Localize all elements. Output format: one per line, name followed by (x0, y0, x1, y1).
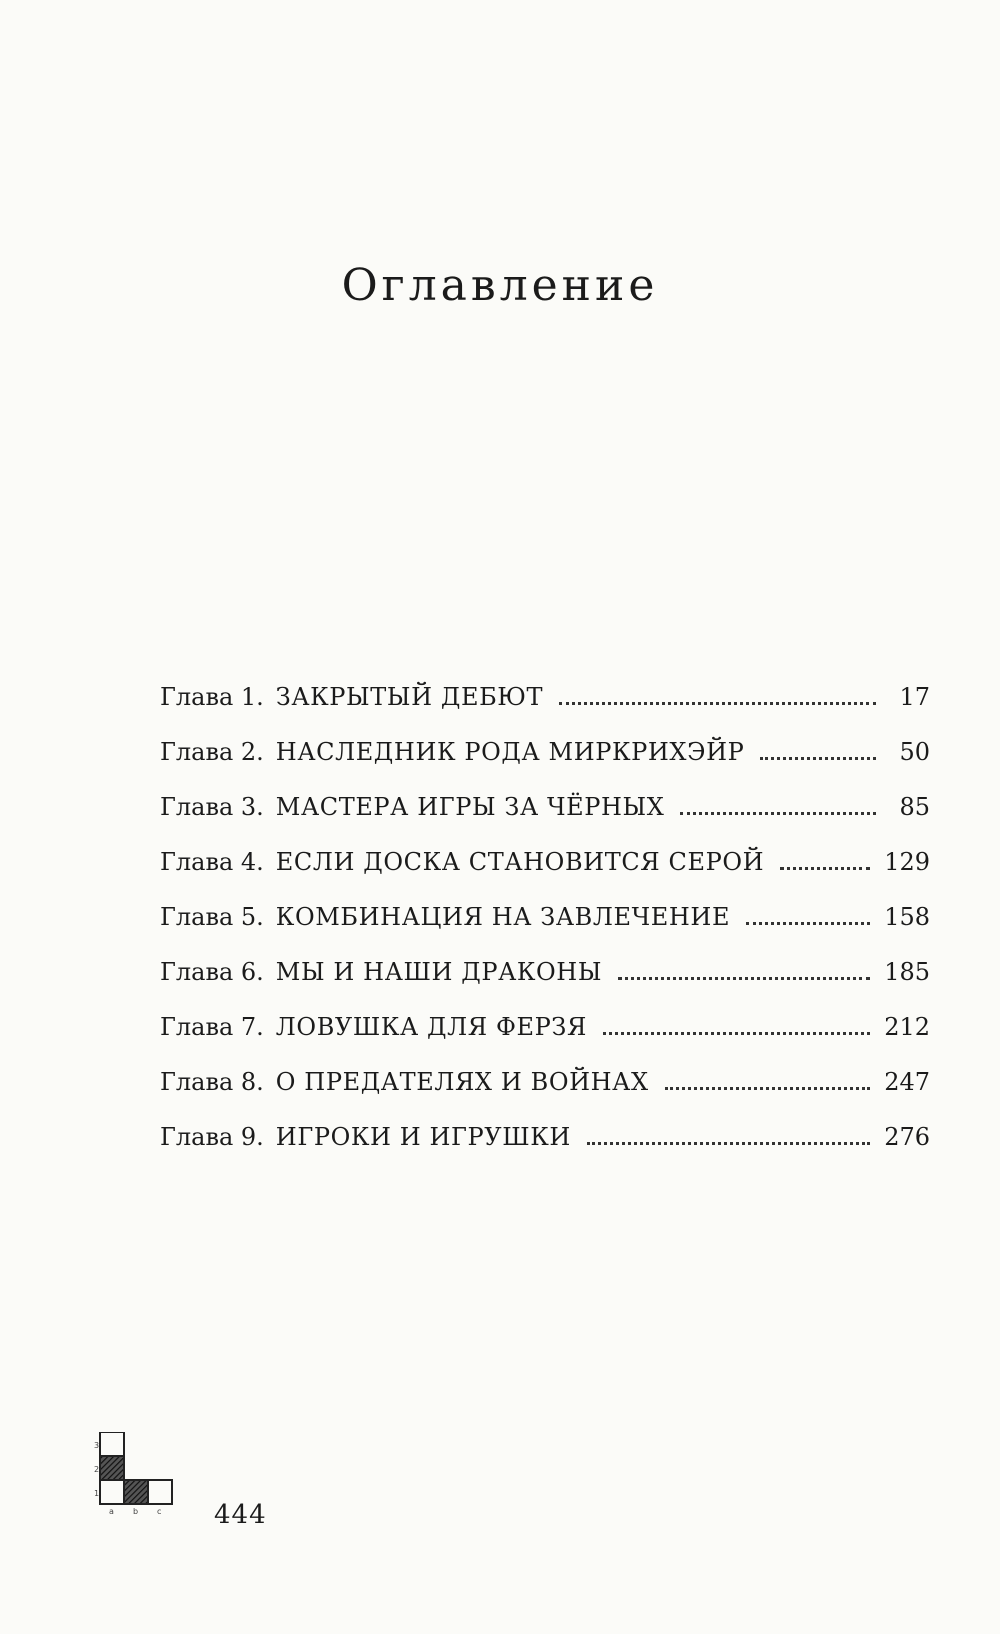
board-square (124, 1480, 148, 1504)
file-label: b (133, 1507, 139, 1516)
dot-leader (559, 702, 876, 705)
chapter-label: Глава 9. (160, 1123, 264, 1151)
chapter-title: ЕСЛИ ДОСКА СТАНОВИТСЯ СЕРОЙ (275, 848, 765, 876)
chapter-title: ЛОВУШКА ДЛЯ ФЕРЗЯ (275, 1013, 587, 1041)
toc-entry (160, 670, 930, 725)
table-of-contents (160, 670, 930, 1165)
rank-label: 3 (94, 1441, 100, 1450)
chapter-page-number: 158 (884, 903, 930, 931)
chapter-page-number: 185 (884, 958, 930, 986)
file-label: a (109, 1507, 114, 1516)
rank-label: 1 (94, 1489, 100, 1498)
toc-entry (160, 945, 930, 1000)
chapter-title: МАСТЕРА ИГРЫ ЗА ЧЁРНЫХ (275, 793, 665, 821)
chapter-title: О ПРЕДАТЕЛЯХ И ВОЙНАХ (275, 1068, 649, 1096)
rank-label: 2 (94, 1465, 100, 1474)
board-square (100, 1432, 124, 1456)
board-square (100, 1456, 124, 1480)
chapter-title: НАСЛЕДНИК РОДА МИРКРИХЭЙР (275, 738, 745, 766)
chapter-label: Глава 6. (160, 958, 264, 986)
dot-leader (746, 922, 870, 925)
toc-entry (160, 835, 930, 890)
chapter-page-number: 50 (899, 738, 930, 766)
chapter-title: ЗАКРЫТЫЙ ДЕБЮТ (275, 683, 544, 711)
board-square (148, 1480, 172, 1504)
board-square (100, 1480, 124, 1504)
chapter-label: Глава 4. (160, 848, 264, 876)
toc-entry (160, 780, 930, 835)
toc-entry (160, 1110, 930, 1165)
chapter-page-number: 129 (884, 848, 930, 876)
chapter-page-number: 247 (884, 1068, 930, 1096)
chapter-page-number: 17 (899, 683, 930, 711)
dot-leader (665, 1087, 871, 1090)
dot-leader (618, 977, 870, 980)
page-footer (92, 1432, 312, 1542)
dot-leader (680, 812, 876, 815)
chapter-page-number: 85 (899, 793, 930, 821)
toc-entry (160, 1055, 930, 1110)
toc-entry (160, 725, 930, 780)
toc-entry (160, 890, 930, 945)
file-label: c (157, 1507, 162, 1516)
toc-entry (160, 1000, 930, 1055)
dot-leader (760, 757, 876, 760)
chapter-label: Глава 2. (160, 738, 264, 766)
page-title: Оглавление (341, 260, 659, 311)
chapter-label: Глава 5. (160, 903, 264, 931)
chessboard-corner-icon (92, 1432, 202, 1542)
page-number: 444 (214, 1500, 267, 1530)
chapter-title: ИГРОКИ И ИГРУШКИ (275, 1123, 571, 1151)
chapter-label: Глава 7. (160, 1013, 264, 1041)
chapter-label: Глава 3. (160, 793, 264, 821)
chapter-label: Глава 1. (160, 683, 264, 711)
chapter-title: МЫ И НАШИ ДРАКОНЫ (275, 958, 603, 986)
dot-leader (587, 1142, 870, 1145)
chapter-page-number: 212 (884, 1013, 930, 1041)
dot-leader (603, 1032, 870, 1035)
dot-leader (780, 867, 870, 870)
chapter-label: Глава 8. (160, 1068, 264, 1096)
chapter-title: КОМБИНАЦИЯ НА ЗАВЛЕЧЕНИЕ (275, 903, 731, 931)
chapter-page-number: 276 (884, 1123, 930, 1151)
